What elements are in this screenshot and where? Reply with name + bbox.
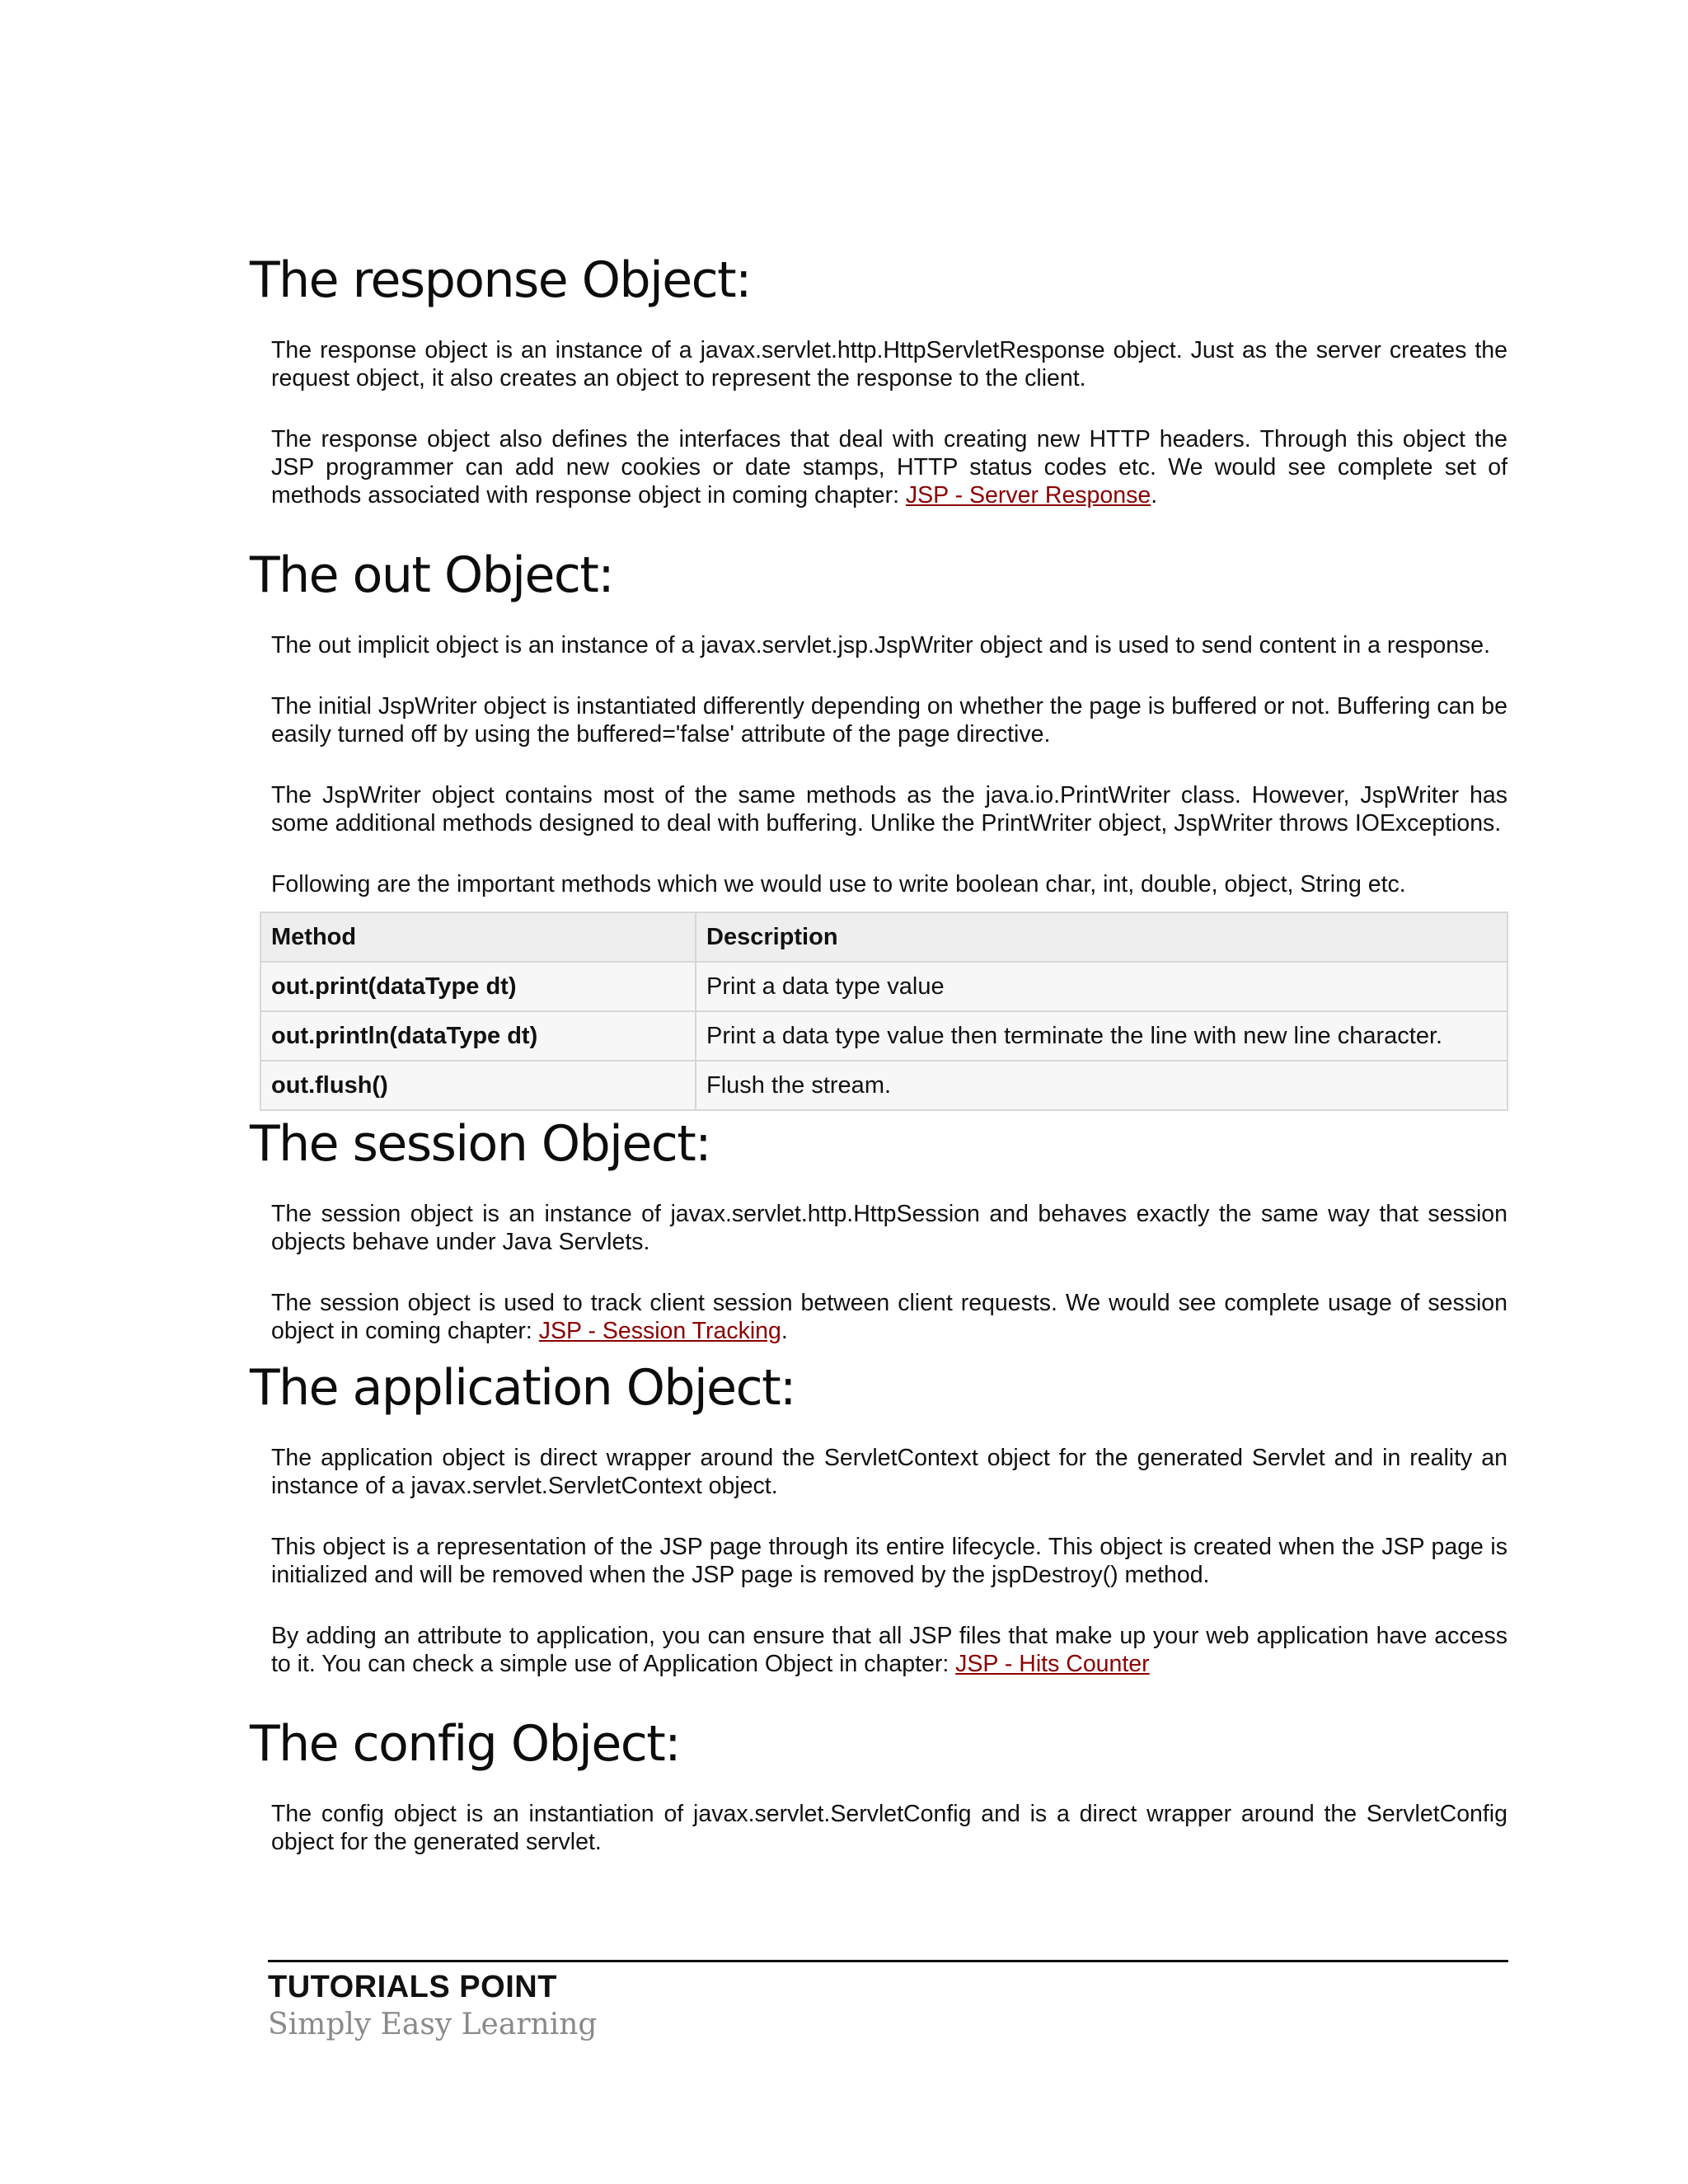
page-content [250,247,1508,1856]
paragraph-text: The out implicit object is an instance of a javax.servlet.jsp.JspWriter object and is used to send content in a response. [271,632,1491,658]
paragraph [271,1289,1507,1345]
table-row [260,1011,1507,1061]
paragraph-text: The response object is an instance of a javax.servlet.http.HttpServletResponse object. Just as the server creates the request object, it also creates an object to represent the response to the client. [271,337,1507,391]
description-cell: Print a data type value then terminate the line with new line character. [696,1011,1507,1061]
section-application-object [250,1355,1508,1678]
method-cell: out.print(dataType dt) [260,962,696,1011]
description-cell: Flush the stream. [696,1061,1507,1110]
method-cell: out.flush() [260,1061,696,1110]
table-header-row [260,912,1507,962]
paragraph [271,870,1507,898]
paragraph [271,1800,1507,1856]
paragraph-text: The session object is an instance of javax.servlet.http.HttpSession and behaves exactly the same way that session objects behave under Java Servlets. [271,1201,1507,1255]
spacer [260,1777,1508,1800]
paragraph [271,336,1507,392]
spacer [260,608,1508,631]
spacer [260,313,1508,336]
paragraph-text-end: . [781,1318,788,1344]
link-jsp-hits-counter[interactable]: JSP - Hits Counter [955,1651,1150,1677]
paragraph-text: The config object is an instantiation of javax.servlet.ServletConfig and is a direct wrapper around the ServletConfig object for the generated servlet. [271,1801,1507,1855]
paragraph-text: The JspWriter object contains most of the same methods as the java.io.PrintWriter class. However, JspWriter has some additional methods designed to deal with buffering. Unlike the PrintWriter object, JspWriter throws IOExceptions. [271,782,1507,837]
link-jsp-session-tracking[interactable]: JSP - Session Tracking [538,1318,781,1344]
section-heading: The session Object: [250,1115,710,1173]
description-cell: Print a data type value [696,962,1507,1011]
column-header-description: Description [696,912,1507,962]
paragraph-text: By adding an attribute to application, you can ensure that all JSP files that make up your web application have access to it. You can check a simple use of Application Object in chapter: [271,1623,1507,1677]
methods-table [260,912,1508,1111]
section-heading: The out Object: [250,546,614,604]
paragraph [271,1533,1507,1589]
paragraph-text: This object is a representation of the JSP page through its entire lifecycle. This object is created when the JSP page is initialized and will be removed when the JSP page is removed by the jspDestroy() method. [271,1534,1507,1588]
spacer [260,1177,1508,1200]
footer-brand: TUTORIALS POINT [268,1970,557,2004]
paragraph [271,631,1507,659]
link-jsp-server-response[interactable]: JSP - Server Response [905,482,1151,509]
paragraph [271,1622,1507,1678]
footer-tagline: Simply Easy Learning [268,2008,598,2041]
paragraph [271,425,1507,509]
paragraph-text: The initial JspWriter object is instantiated differently depending on whether the page is buffered or not. Buffering can be easily turned off by using the buffered='false' attribute of the page directive. [271,693,1507,748]
section-config-object [250,1711,1508,1856]
paragraph-text-end: . [1151,482,1158,509]
section-session-object [250,1111,1508,1345]
section-heading: The application Object: [250,1359,795,1417]
paragraph-text: Following are the important methods which we would use to write boolean char, int, double, object, String etc. [271,871,1406,898]
section-response-object [250,247,1508,509]
table-row [260,962,1507,1011]
paragraph [271,1200,1507,1256]
paragraph [271,1444,1507,1500]
section-heading: The response Object: [250,251,751,309]
paragraph-text: The application object is direct wrapper around the ServletContext object for the generated Servlet and in reality an instance of a javax.servlet.ServletContext object. [271,1445,1507,1499]
paragraph-text: The response object also defines the interfaces that deal with creating new HTTP headers. Through this object the JSP programmer can add new cookies or date stamps, HTTP status codes etc. We would see complete set of methods associated with response object in coming chapter: [271,426,1507,509]
section-heading: The config Object: [250,1715,680,1773]
paragraph [271,692,1507,748]
section-out-object [250,542,1508,1111]
paragraph-text: The session object is used to track client session between client requests. We would see complete usage of session object in coming chapter: [271,1290,1507,1344]
paragraph [271,781,1507,837]
column-header-method: Method [260,912,696,962]
table-row [260,1061,1507,1110]
page-footer [268,1960,1508,2043]
spacer [260,1421,1508,1444]
method-cell: out.println(dataType dt) [260,1011,696,1061]
